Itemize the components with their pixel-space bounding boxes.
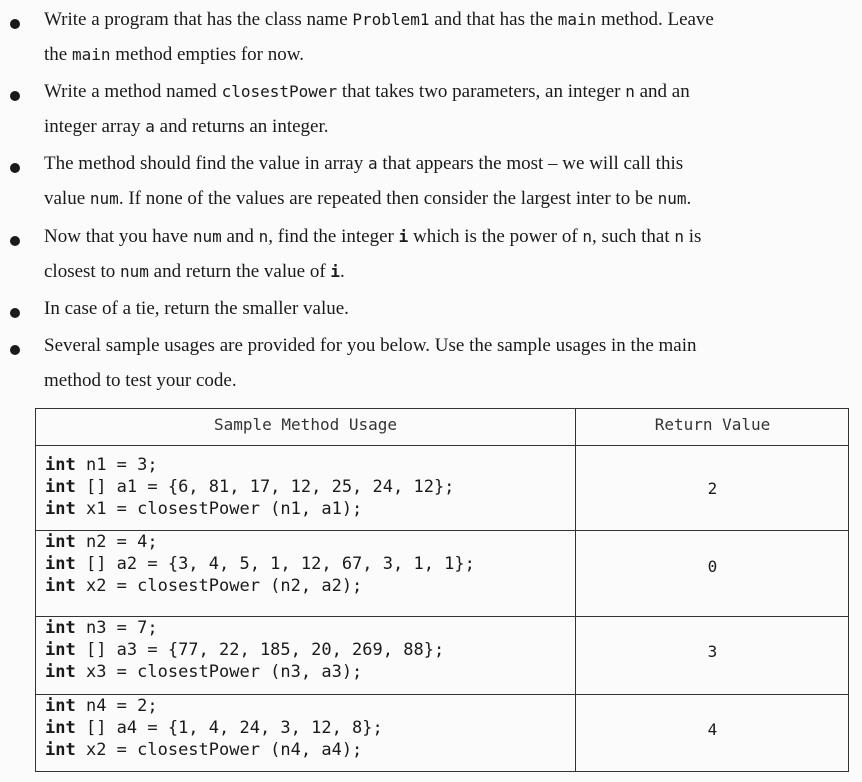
keyword: int (45, 740, 76, 760)
return-value: 3 (707, 642, 718, 661)
code-text: x2 = closestPower (n2, a2); (75, 576, 363, 596)
text-segment: , such that (592, 226, 675, 247)
header-sample-method-usage: Sample Method Usage (213, 415, 398, 434)
return-value: 2 (707, 479, 718, 498)
text-segment: which is the power of (408, 226, 583, 247)
bullet-line (44, 81, 690, 103)
code-line (45, 695, 158, 717)
text-segment: and (221, 226, 259, 247)
text-segment: . If none of the values are repeated then consider the largest inter to be (118, 188, 658, 209)
inline-code: Problem1 (352, 10, 430, 29)
text-segment: is (684, 226, 702, 247)
bullet-line (44, 370, 237, 392)
bullet-line (44, 188, 691, 210)
text-segment: and returns an integer. (154, 116, 329, 137)
keyword: int (45, 554, 76, 574)
code-text: n2 = 4; (75, 532, 158, 552)
code-text: x3 = closestPower (n3, a3); (75, 662, 363, 682)
text-segment: Now that you have (44, 226, 193, 247)
code-line (45, 617, 158, 639)
column-divider (575, 409, 576, 771)
return-value: 0 (707, 557, 718, 576)
inline-code: num (120, 262, 149, 281)
keyword: int (45, 618, 76, 638)
bullet-line (44, 298, 349, 320)
bullet-line (44, 44, 304, 66)
sample-usage-table (35, 408, 849, 772)
code-text: x2 = closestPower (n4, a4); (75, 740, 363, 760)
code-text: [] a4 = {1, 4, 24, 3, 12, 8}; (75, 718, 383, 738)
text-segment: value (44, 188, 90, 209)
text-segment: the (44, 44, 72, 65)
keyword: int (45, 455, 76, 475)
row-divider (36, 694, 848, 695)
inline-code: num (192, 227, 222, 246)
inline-code: main (557, 10, 597, 29)
text-segment: and return the value of (148, 261, 331, 282)
code-text: x1 = closestPower (n1, a1); (75, 499, 363, 519)
code-line (45, 476, 454, 498)
text-segment: In case of a tie, return the smaller value. (44, 298, 349, 319)
code-line (45, 639, 444, 661)
code-text: n1 = 3; (75, 455, 158, 475)
inline-code: n (625, 82, 635, 101)
code-line (45, 553, 475, 575)
bullet-dot-icon (10, 308, 20, 318)
bullet-dot-icon (10, 19, 20, 29)
code-line (45, 498, 362, 520)
return-value: 4 (707, 720, 718, 739)
text-segment: Several sample usages are provided for you below. Use the sample usages in the main (44, 335, 697, 356)
text-segment: Write a program that has the class name (44, 9, 353, 30)
text-segment: , find the integer (268, 226, 399, 247)
bullet-dot-icon (10, 236, 20, 246)
text-segment: . (686, 188, 692, 209)
code-line (45, 575, 362, 597)
inline-code: a (145, 117, 155, 136)
header-return-value: Return Value (654, 415, 771, 434)
text-segment: Write a method named (44, 81, 222, 102)
inline-code: a (367, 154, 378, 173)
inline-code: num (89, 189, 119, 208)
row-divider (36, 530, 848, 531)
bullet-line (44, 226, 701, 248)
text-segment: closest to (44, 261, 120, 282)
bullet-line (44, 116, 329, 138)
code-text: [] a1 = {6, 81, 17, 12, 25, 24, 12}; (75, 477, 455, 497)
bullet-dot-icon (10, 345, 20, 355)
bullet-line (44, 153, 683, 175)
code-text: n3 = 7; (75, 618, 158, 638)
keyword: int (45, 477, 76, 497)
code-line (45, 454, 158, 476)
keyword: int (45, 532, 76, 552)
keyword: int (45, 662, 76, 682)
inline-code: n (258, 227, 269, 246)
code-line (45, 661, 362, 683)
bullet-line (44, 335, 697, 357)
bullet-dot-icon (10, 163, 20, 173)
code-text: [] a2 = {3, 4, 5, 1, 12, 67, 3, 1, 1}; (75, 554, 475, 574)
inline-code: i (398, 227, 409, 246)
text-segment: method empties for now. (110, 44, 304, 65)
inline-code: n (582, 227, 593, 246)
bullet-line (44, 261, 345, 283)
code-line (45, 717, 383, 739)
keyword: int (45, 576, 76, 596)
keyword: int (45, 640, 76, 660)
text-segment: The method should find the value in array (44, 153, 368, 174)
code-line (45, 531, 158, 553)
text-segment: that takes two parameters, an integer (337, 81, 626, 102)
text-segment: . (340, 261, 345, 282)
code-line (45, 739, 362, 761)
inline-code: main (71, 45, 111, 64)
bullet-dot-icon (10, 91, 20, 101)
row-divider (36, 445, 848, 446)
text-segment: and that has the (429, 9, 558, 30)
text-segment: and an (634, 81, 690, 102)
text-segment: that appears the most – we will call this (377, 153, 684, 174)
bullet-line (44, 9, 714, 31)
code-text: [] a3 = {77, 22, 185, 20, 269, 88}; (75, 640, 445, 660)
inline-code: n (674, 227, 685, 246)
inline-code: closestPower (221, 82, 338, 101)
keyword: int (45, 718, 76, 738)
text-segment: method to test your code. (44, 370, 237, 391)
code-text: n4 = 2; (75, 696, 158, 716)
inline-code: i (330, 262, 341, 281)
inline-code: num (657, 189, 687, 208)
text-segment: integer array (44, 116, 146, 137)
text-segment: method. Leave (596, 9, 714, 30)
keyword: int (45, 499, 76, 519)
keyword: int (45, 696, 76, 716)
row-divider (36, 616, 848, 617)
